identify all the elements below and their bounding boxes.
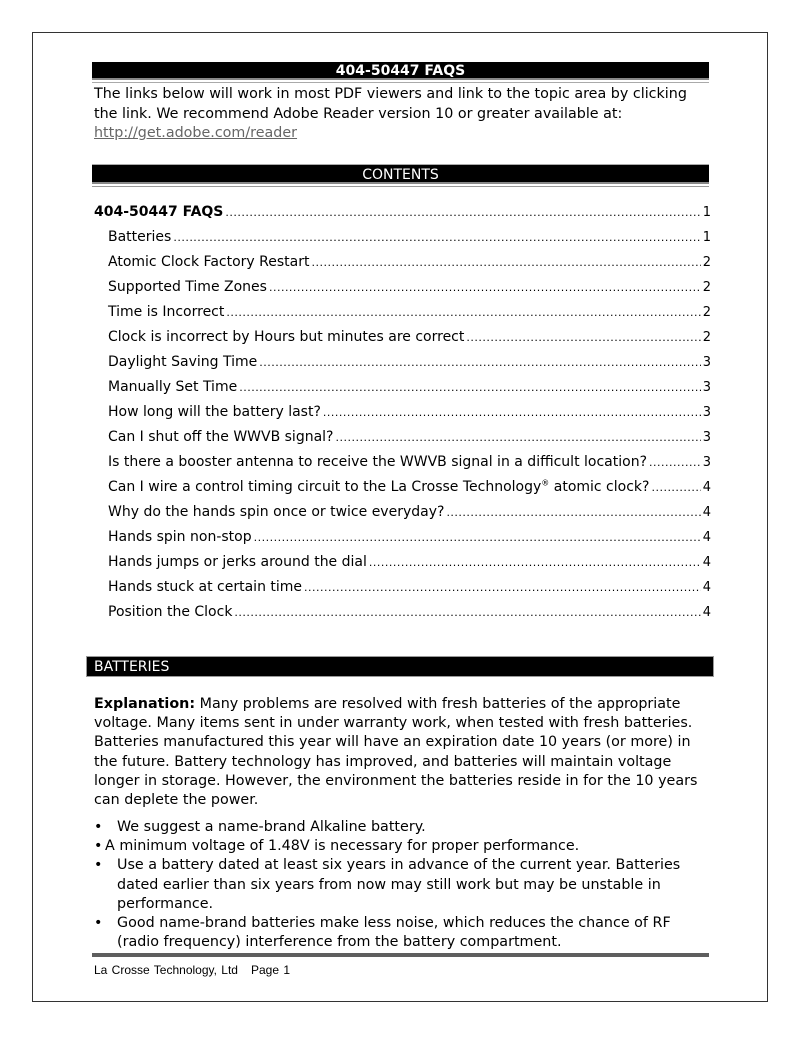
toc-entry-time-zones[interactable]: [94, 275, 711, 300]
table-of-contents: [94, 200, 711, 625]
toc-page-number: 3: [702, 430, 711, 445]
batteries-heading: BATTERIES: [94, 659, 170, 675]
contents-heading: CONTENTS: [362, 167, 439, 183]
toc-page-number: 3: [702, 455, 711, 470]
intro-text: The links below will work in most PDF viewers and link to the topic area by clicking the link. We recommend Adobe Reader version 10 or greater available at:: [94, 86, 687, 122]
toc-entry-label-rest: atomic clock?: [549, 479, 650, 495]
toc-page-number: 2: [702, 255, 711, 270]
toc-entry-faqs[interactable]: [94, 200, 711, 225]
toc-page-number: 1: [702, 230, 711, 245]
toc-entry-hands-spin-non-stop[interactable]: [94, 525, 711, 550]
toc-leader-dots: [369, 550, 701, 575]
footer-text: La Crosse Technology, Ltd Page 1: [94, 963, 291, 977]
toc-entry-label: Is there a booster antenna to receive the WWVB signal in a difficult location?: [108, 454, 647, 470]
toc-page-number: 2: [702, 280, 711, 295]
page-footer: [94, 962, 290, 978]
toc-page-number: 4: [702, 605, 711, 620]
toc-page-number: 3: [702, 405, 711, 420]
toc-entry-label: Why do the hands spin once or twice everyday?: [108, 504, 445, 520]
intro-paragraph: [94, 85, 714, 144]
list-item-text: Good name-brand batteries make less noise, which reduces the chance of RF (radio frequency) interference from the battery compartment.: [117, 915, 671, 951]
toc-entry-label: Hands stuck at certain time: [108, 579, 303, 595]
batteries-section-bar: [86, 656, 714, 677]
toc-entry-hands-jumps[interactable]: [94, 550, 711, 575]
toc-leader-dots: [234, 600, 700, 625]
list-item: [94, 837, 714, 856]
bullet-icon: •: [94, 915, 103, 932]
toc-entry-manually-set-time[interactable]: [94, 375, 711, 400]
toc-leader-dots: [259, 350, 700, 375]
toc-leader-dots: [649, 450, 701, 475]
toc-entry-label: Supported Time Zones: [108, 279, 267, 295]
toc-entry-label: Atomic Clock Factory Restart: [108, 254, 310, 270]
list-item: [94, 818, 714, 837]
battery-tips-list: [94, 818, 714, 952]
bullet-icon: •: [94, 838, 103, 855]
toc-page-number: 2: [702, 305, 711, 320]
toc-entry-position-clock[interactable]: [94, 600, 711, 625]
registered-mark: ®: [541, 478, 550, 488]
toc-leader-dots: [466, 325, 700, 350]
toc-entry-hours-incorrect[interactable]: [94, 325, 711, 350]
toc-entry-hands-stuck[interactable]: [94, 575, 711, 600]
document-title-bar: [92, 62, 709, 80]
toc-page-number: 4: [702, 580, 711, 595]
toc-leader-dots: [173, 225, 700, 250]
toc-entry-label: Clock is incorrect by Hours but minutes are correct: [108, 329, 465, 345]
toc-entry-control-timing-circuit[interactable]: [94, 475, 711, 500]
toc-entry-label: [108, 475, 649, 500]
toc-entry-label: Position the Clock: [108, 604, 233, 620]
toc-entry-label: 404-50447 FAQS: [94, 204, 224, 220]
toc-entry-time-incorrect[interactable]: [94, 300, 711, 325]
toc-entry-label: How long will the battery last?: [108, 404, 321, 420]
toc-entry-label: Batteries: [108, 229, 172, 245]
toc-entry-label: Daylight Saving Time: [108, 354, 258, 370]
toc-leader-dots: [254, 525, 701, 550]
list-item-text: We suggest a name-brand Alkaline battery.: [117, 819, 426, 835]
toc-leader-dots: [311, 250, 700, 275]
toc-leader-dots: [226, 300, 700, 325]
toc-leader-dots: [304, 575, 701, 600]
contents-bar: [92, 164, 709, 184]
explanation-text: Many problems are resolved with fresh batteries of the appropriate voltage. Many items sent in under warranty work, when tested with fresh batteries. Batteries manufactured this year will have an expiration date 10 years (or more) in the future. Battery technology has improved, and batteries will maintain voltage longer in storage. However, the environment the batteries reside in for the 10 years can deplete the power.: [94, 696, 698, 809]
toc-page-number: 2: [702, 330, 711, 345]
toc-entry-batteries[interactable]: [94, 225, 711, 250]
toc-entry-label: Time is Incorrect: [108, 304, 225, 320]
list-item: [94, 914, 714, 952]
toc-entry-label: Hands jumps or jerks around the dial: [108, 554, 367, 570]
toc-page-number: 1: [702, 205, 711, 220]
bullet-icon: •: [94, 857, 103, 874]
adobe-reader-link[interactable]: http://get.adobe.com/reader: [94, 125, 298, 141]
toc-leader-dots: [446, 500, 700, 525]
explanation-label: Explanation:: [94, 696, 196, 712]
toc-leader-dots: [651, 475, 700, 500]
toc-page-number: 4: [702, 480, 711, 495]
toc-entry-daylight-saving[interactable]: [94, 350, 711, 375]
toc-page-number: 4: [702, 505, 711, 520]
toc-entry-hands-spin-daily[interactable]: [94, 500, 711, 525]
toc-page-number: 3: [702, 355, 711, 370]
toc-entry-label: Can I shut off the WWVB signal?: [108, 429, 334, 445]
toc-leader-dots: [239, 375, 701, 400]
toc-entry-battery-life[interactable]: [94, 400, 711, 425]
toc-entry-label-main: Can I wire a control timing circuit to the La Crosse Technology: [108, 479, 542, 495]
toc-page-number: 3: [702, 380, 711, 395]
toc-entry-label: Hands spin non-stop: [108, 529, 252, 545]
toc-page-number: 4: [702, 530, 711, 545]
toc-leader-dots: [335, 425, 700, 450]
batteries-explanation: [94, 695, 714, 810]
toc-entry-shut-off-wwvb[interactable]: [94, 425, 711, 450]
footer-divider: [92, 953, 709, 957]
toc-leader-dots: [225, 200, 700, 225]
document-title: 404-50447 FAQS: [335, 63, 466, 79]
toc-entry-booster-antenna[interactable]: [94, 450, 711, 475]
toc-leader-dots: [323, 400, 701, 425]
toc-entry-factory-restart[interactable]: [94, 250, 711, 275]
toc-entry-label: Manually Set Time: [108, 379, 238, 395]
toc-leader-dots: [269, 275, 701, 300]
list-item-text: A minimum voltage of 1.48V is necessary for proper performance.: [105, 838, 580, 855]
list-item-text: Use a battery dated at least six years in advance of the current year. Batteries dated earlier than six years from now may still work but may be unstable in performance.: [117, 857, 681, 912]
bullet-icon: •: [94, 819, 103, 835]
toc-page-number: 4: [702, 555, 711, 570]
list-item: [94, 856, 714, 914]
